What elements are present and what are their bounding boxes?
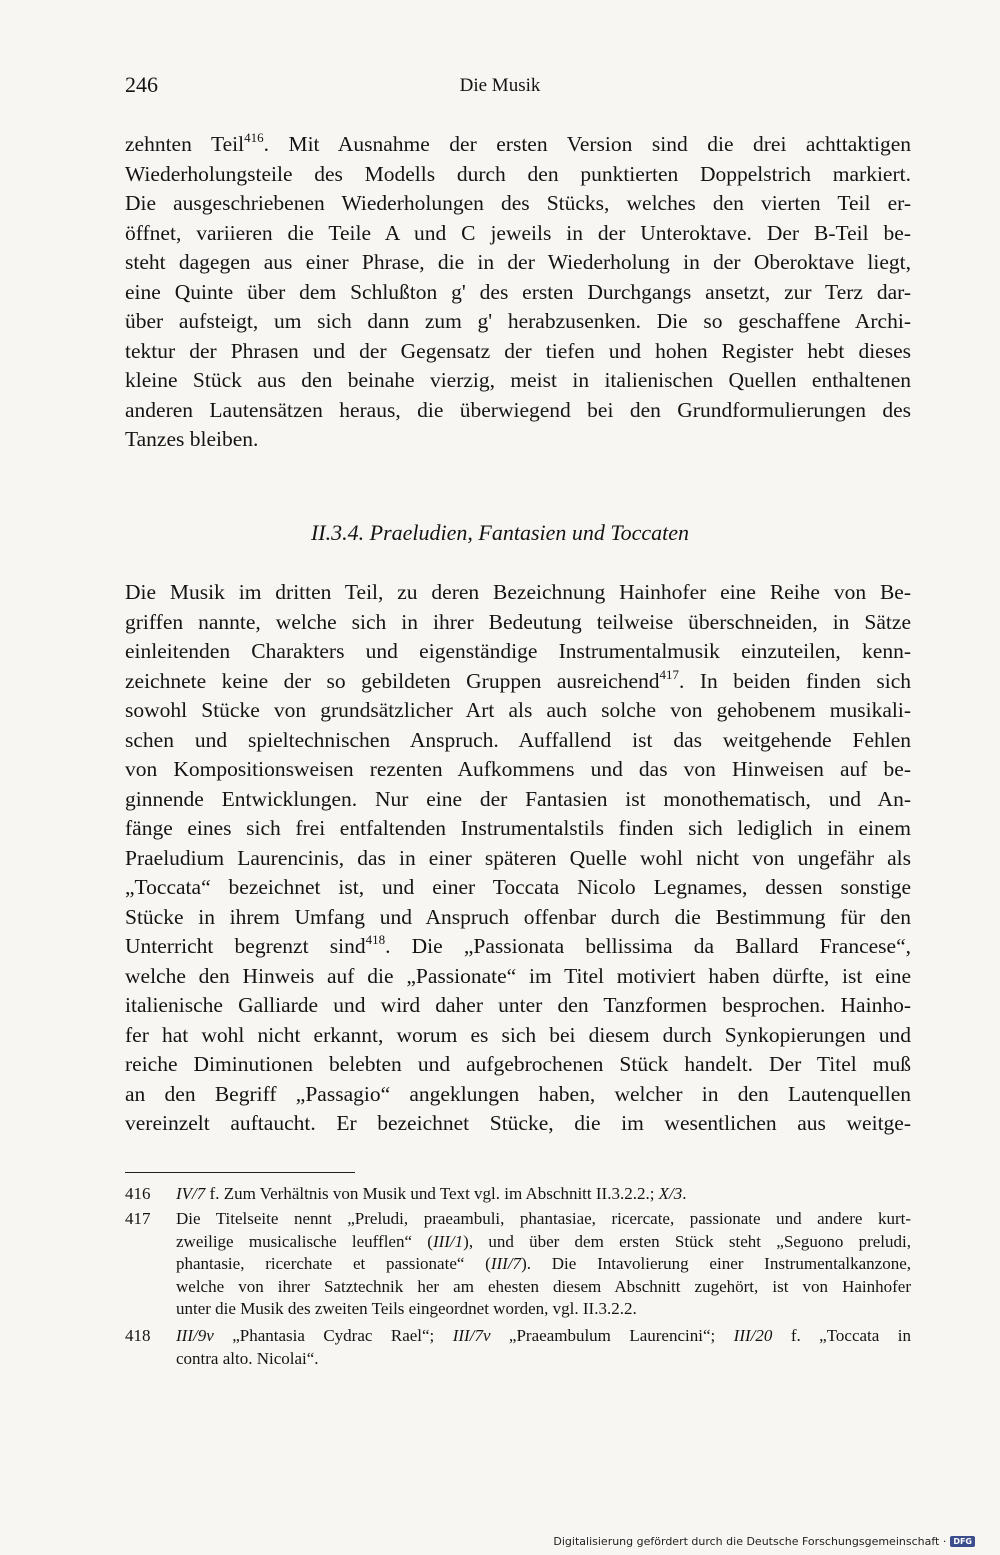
- footnote-line: III/9v „Phantasia Cydrac Rael“; III/7v „Praeambulum Laurencini“; III/20 f. „Toccata in: [176, 1326, 911, 1345]
- footnote-418: [125, 1325, 911, 1370]
- footnote-416: [125, 1183, 911, 1206]
- section-heading: II.3.4. Praeludien, Fantasien und Toccaten: [310, 520, 690, 545]
- footnote-number: 417: [125, 1209, 151, 1228]
- footnote-number: 418: [125, 1326, 151, 1345]
- text-line: ginnende Entwicklungen. Nur eine der Fantasien ist monothematisch, und An-: [125, 786, 911, 811]
- text-line: eine Quinte über dem Schlußton g' des ersten Durchgangs ansetzt, zur Terz dar-: [125, 279, 911, 304]
- text-line: an den Begriff „Passagio“ angeklungen haben, welcher in den Lautenquellen: [125, 1081, 911, 1106]
- footnote-line: IV/7 f. Zum Verhältnis von Musik und Text vgl. im Abschnitt II.3.2.2.; X/3.: [176, 1184, 687, 1203]
- footnote-ref-418[interactable]: 418: [365, 932, 386, 947]
- text-line: schen und spieltechnischen Anspruch. Auffallend ist das weitgehende Fehlen: [125, 727, 911, 752]
- paragraph-1: [125, 130, 911, 455]
- text-line: Praeludium Laurencinis, das in einer späteren Quelle wohl nicht von ungefähr als: [125, 845, 911, 870]
- footnote-417: [125, 1208, 911, 1321]
- text-line: über aufsteigt, um sich dann zum g' herabzusenken. Die so geschaffene Archi-: [125, 309, 911, 333]
- text-line: zehnten Teil$^{416}$. Mit Ausnahme der ersten Version sind die drei achttaktigen: [125, 130, 911, 156]
- text-line: kleine Stück aus den beinahe vierzig, meist in italienischen Quellen enthaltenen: [125, 368, 911, 392]
- text-line: sowohl Stücke von grundsätzlicher Art als auch solche von gehobenem musikali-: [125, 698, 911, 722]
- text-line: vereinzelt auftaucht. Er bezeichnet Stücke, die im wesentlichen aus weitge-: [125, 1111, 911, 1135]
- text-line: tektur der Phrasen und der Gegensatz der tiefen und hohen Register hebt dieses: [125, 338, 911, 363]
- footnote-line: welche von ihrer Satztechnik her am ehesten diesem Abschnitt zugehört, ist von Hainhofer: [176, 1276, 911, 1296]
- footnote-ref-417[interactable]: 417: [659, 666, 679, 682]
- text-line: Die ausgeschriebenen Wiederholungen des Stücks, welches den vierten Teil er-: [125, 191, 911, 215]
- text-line: Tanzes bleiben.: [125, 427, 259, 451]
- text-line: Die Musik im dritten Teil, zu deren Bezeichnung Hainhofer eine Reihe von Be-: [125, 580, 911, 604]
- text-line: anderen Lautensätzen heraus, die überwiegend bei den Grundformulierungen des: [125, 397, 911, 422]
- text-line: Unterricht begrenzt sind$^{418}$. Die „Passionata bellissima da Ballard Francese“,: [125, 932, 912, 958]
- text-line: steht dagegen aus einer Phrase, die in der Wiederholung in der Oberoktave liegt,: [125, 250, 911, 274]
- footnote-divider: [125, 1172, 355, 1173]
- text-line: fer hat wohl nicht erkannt, worum es sich bei diesem durch Synkopierungen und: [125, 1022, 911, 1047]
- text-line: Wiederholungsteile des Modells durch den punktierten Doppelstrich markiert.: [125, 161, 911, 186]
- footnote-line: unter die Musik des zweiten Teils eingeordnet worden, vgl. II.3.2.2.: [176, 1299, 637, 1318]
- text-line: öffnet, variieren die Teile A und C jeweils in der Unteroktave. Der B-Teil be-: [125, 220, 911, 245]
- text-line: „Toccata“ bezeichnet ist, und einer Toccata Nicolo Legnames, dessen sonstige: [125, 875, 911, 899]
- page-number: 246: [125, 72, 158, 97]
- dfg-logo: DFG: [950, 1536, 975, 1547]
- text-line: von Kompositionsweisen rezenten Aufkommens und das von Hinweisen auf be-: [125, 757, 911, 781]
- credit-text: Digitalisierung gefördert durch die Deutsche Forschungsgemeinschaft ·: [553, 1535, 947, 1548]
- text-line: reiche Diminutionen belebten und aufgebrochenen Stück handelt. Der Titel muß: [125, 1052, 911, 1076]
- text-line: italienische Galliarde und wird daher unter den Tanzformen besprochen. Hainho-: [125, 993, 911, 1017]
- text-line: griffen nannte, welche sich in ihrer Bedeutung teilweise überschneiden, in Sätze: [125, 609, 911, 634]
- footnote-number: 416: [125, 1184, 151, 1203]
- text-line: welche den Hinweis auf die „Passionate“ im Titel motiviert haben dürfte, ist eine: [125, 963, 911, 988]
- text-line: fänge eines sich frei entfaltenden Instrumentalstils finden sich lediglich in einem: [125, 816, 911, 840]
- running-head: Die Musik: [459, 75, 541, 96]
- text-line: Stücke in ihrem Umfang und Anspruch offenbar durch die Bestimmung für den: [125, 904, 911, 929]
- paragraph-2: [125, 578, 911, 1139]
- footnote-line: zweilige musicalische leufflen“ (III/1), und über dem ersten Stück steht „Seguono preludi,: [176, 1231, 911, 1251]
- digitization-credit: [553, 1535, 975, 1548]
- text-line: einleitenden Charakters und eigenständige Instrumentalmusik einzuteilen, kenn-: [125, 639, 911, 663]
- footnote-line: contra alto. Nicolai“.: [176, 1348, 319, 1368]
- footnote-ref-416[interactable]: 416: [244, 130, 264, 145]
- footnote-line: phantasie, ricerchate et passionate“ (III/7). Die Intavolierung einer Instrumentalkanzone,: [176, 1254, 911, 1273]
- text-line: zeichnete keine der so gebildeten Gruppen ausreichend$^{417}$. In beiden finden sich: [125, 666, 911, 693]
- footnote-line: Die Titelseite nennt „Preludi, praeambuli, phantasiae, ricercate, passionate und andere kurt-: [176, 1209, 911, 1228]
